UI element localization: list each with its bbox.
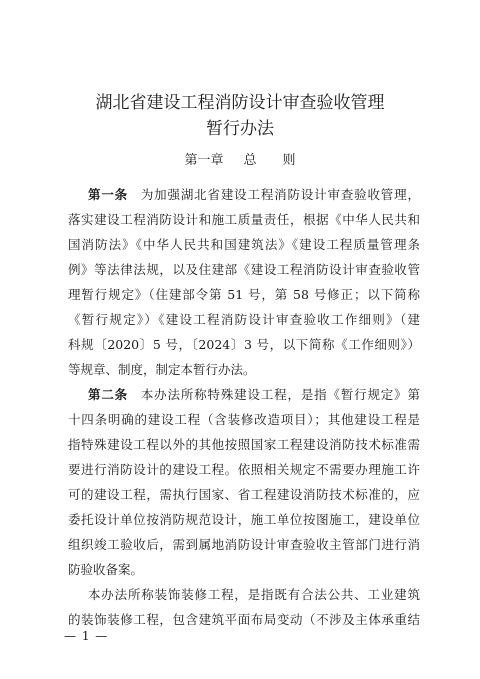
article-2-line-5: 可的建设工程，需执行国家、省工程建设消防技术标准的，应 bbox=[68, 487, 420, 502]
chapter-heading bbox=[0, 152, 480, 170]
document-title-line-2: 暂行办法 bbox=[206, 119, 274, 139]
article-1-label: 第一条 bbox=[88, 187, 128, 202]
article-1-line-7: 科规〔2020〕5 号，〔2024〕3 号，以下简称《工作细则》） bbox=[68, 337, 420, 352]
article-1-line-3: 国消防法》《中华人民共和国建筑法》《建设工程质量管理条 bbox=[68, 237, 420, 252]
paragraph-3-line-1: 本办法所称装饰装修工程，是指既有合法公共、工业建筑 bbox=[88, 587, 420, 602]
article-1-line-8: 等规章、制度，制定本暂行办法。 bbox=[68, 362, 256, 377]
article-2-line-4: 要进行消防设计的建设工程。依照相关规定不需要办理施工许 bbox=[68, 462, 420, 477]
page-number: — 1 — bbox=[64, 629, 109, 643]
article-1-line-4: 例》等法律法规，以及住建部《建设工程消防设计审查验收管 bbox=[68, 262, 420, 277]
article-2-line-7: 组织竣工验收后，需到属地消防设计审查验收主管部门进行消 bbox=[68, 537, 420, 552]
article-2-line-8: 防验收备案。 bbox=[68, 562, 144, 577]
article-2-line-6: 委托设计单位按消防规范设计，施工单位按图施工，建设单位 bbox=[68, 512, 420, 527]
paragraph-3-line-2: 的装饰装修工程，包含建筑平面布局变动（不涉及主体承重结 bbox=[68, 612, 420, 627]
chapter-number: 第一章 bbox=[184, 153, 224, 168]
article-1-line-1: 第一条 为加强湖北省建设工程消防设计审查验收管理， bbox=[88, 187, 420, 202]
article-2-line-1: 第二条 本办法所称特殊建设工程，是指《暂行规定》第 bbox=[88, 387, 420, 402]
article-2-label: 第二条 bbox=[88, 387, 128, 402]
chapter-name: 总 则 bbox=[243, 153, 296, 168]
article-1-line-6: 《暂行规定》）《建设工程消防设计审查验收工作细则》（建 bbox=[68, 312, 420, 327]
article-1-line-5: 理暂行规定》（住建部令第 51 号，第 58 号修正；以下简称 bbox=[68, 287, 420, 302]
article-2-line-2: 十四条明确的建设工程（含装修改造项目）；其他建设工程是 bbox=[68, 412, 420, 427]
document-title-line-1: 湖北省建设工程消防设计审查验收管理 bbox=[95, 93, 385, 113]
article-1-line-2: 落实建设工程消防设计和施工质量责任，根据《中华人民共和 bbox=[68, 212, 420, 227]
article-2-line-3: 指特殊建设工程以外的其他按照国家工程建设消防技术标准需 bbox=[68, 437, 420, 452]
